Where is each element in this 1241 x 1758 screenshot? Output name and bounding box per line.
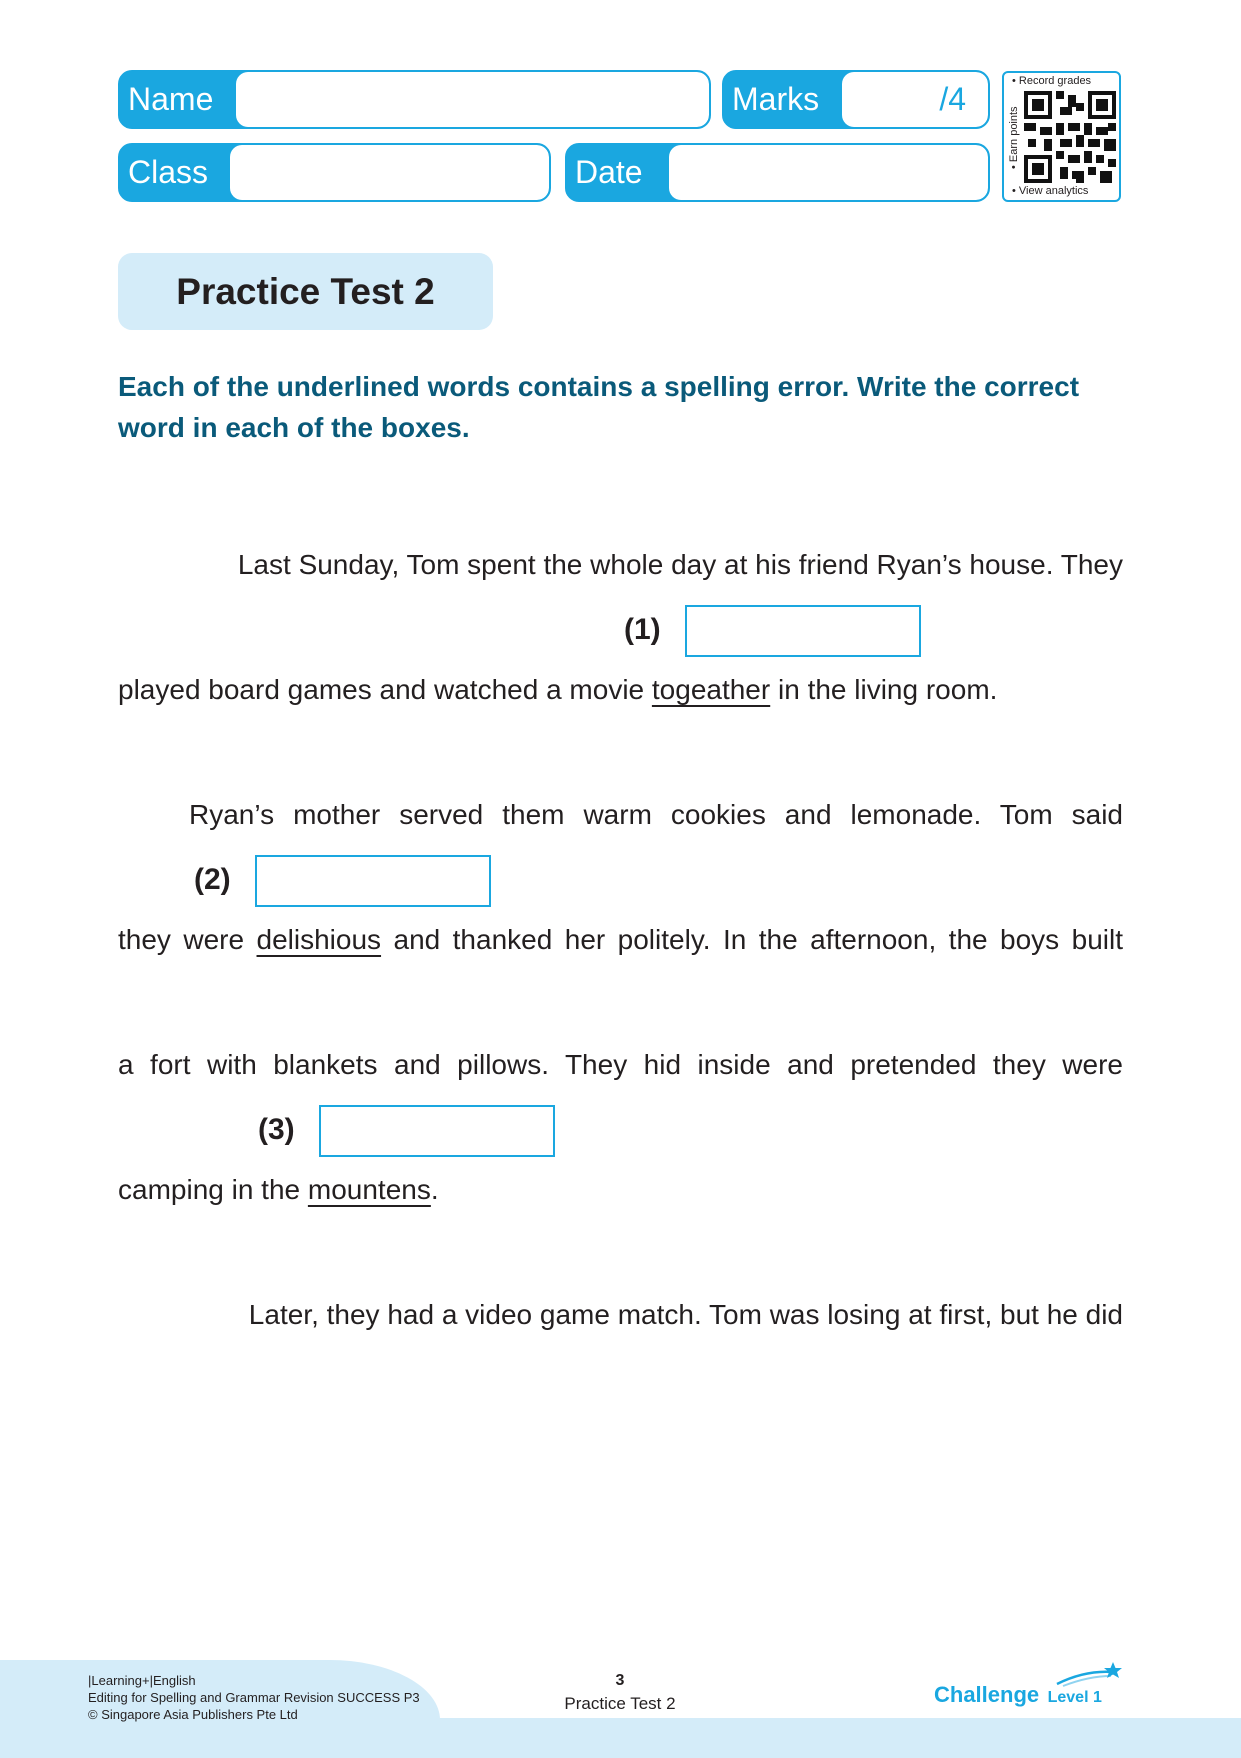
underlined-word-1: togeather [651,674,771,705]
passage-line [118,1172,1123,1208]
qr-code-panel[interactable] [1002,71,1121,202]
passage-line [118,922,1123,958]
passage-text: in the living room. [770,674,998,705]
qr-code-icon [1024,90,1116,184]
passage-line: Last Sunday, Tom spent the whole day at his friend Ryan’s house. They [237,549,1123,580]
marks-value[interactable]: /4 [842,72,988,127]
passage-text: and thanked her politely. In the afternoon, the boys built [381,924,1123,955]
passage-text: . [430,1174,439,1205]
class-label: Class [128,154,209,190]
answer-box-3[interactable] [319,1105,555,1157]
passage-text: played board games and watched a movie [118,674,652,705]
qr-earn-points: • Earn points [1008,106,1020,169]
footer-brand [934,1682,1102,1708]
date-field[interactable] [565,143,990,202]
underlined-word-2: delishious [256,924,382,955]
date-label: Date [575,154,643,190]
underlined-word-3: mountens [307,1174,431,1205]
qr-record-grades: • Record grades [1012,75,1092,87]
passage-text: they were [118,924,257,955]
qr-view-analytics: • View analytics [1012,185,1089,197]
passage-line: a fort with blankets and pillows. They hid inside and pretended they were [118,1049,1123,1080]
name-input[interactable] [236,72,709,127]
marks-label: Marks [732,81,820,117]
footer-page-label: Practice Test 2 [564,1694,676,1713]
passage-line [118,672,1123,708]
instructions: Each of the underlined words contains a spelling error. Write the correct word in each of the boxes. [118,371,1080,443]
footer-series: |Learning+|English [88,1673,196,1688]
date-input[interactable] [669,145,988,200]
class-input[interactable] [230,145,549,200]
answer-box-1[interactable] [685,605,921,657]
name-label: Name [128,81,214,117]
question-2-number: (2) [194,863,231,896]
answer-box-2[interactable] [255,855,491,907]
question-3-number: (3) [258,1113,295,1146]
passage-line: Ryan’s mother served them warm cookies and lemonade. Tom said [189,799,1123,830]
passage-line: Later, they had a video game match. Tom was losing at first, but he did [248,1299,1123,1330]
page-title: Practice Test 2 [118,253,493,330]
page-number: 3 [615,1672,625,1689]
marks-field[interactable] [722,70,990,129]
brand-name: Challenge [934,1682,1040,1707]
brand-level: Level 1 [1047,1689,1102,1706]
class-field[interactable] [118,143,551,202]
question-1-number: (1) [624,613,661,646]
passage-text: camping in the [118,1174,308,1205]
name-field[interactable] [118,70,711,129]
footer-copyright: © Singapore Asia Publishers Pte Ltd [88,1707,298,1722]
footer-book-title: Editing for Spelling and Grammar Revision SUCCESS P3 [88,1690,420,1705]
